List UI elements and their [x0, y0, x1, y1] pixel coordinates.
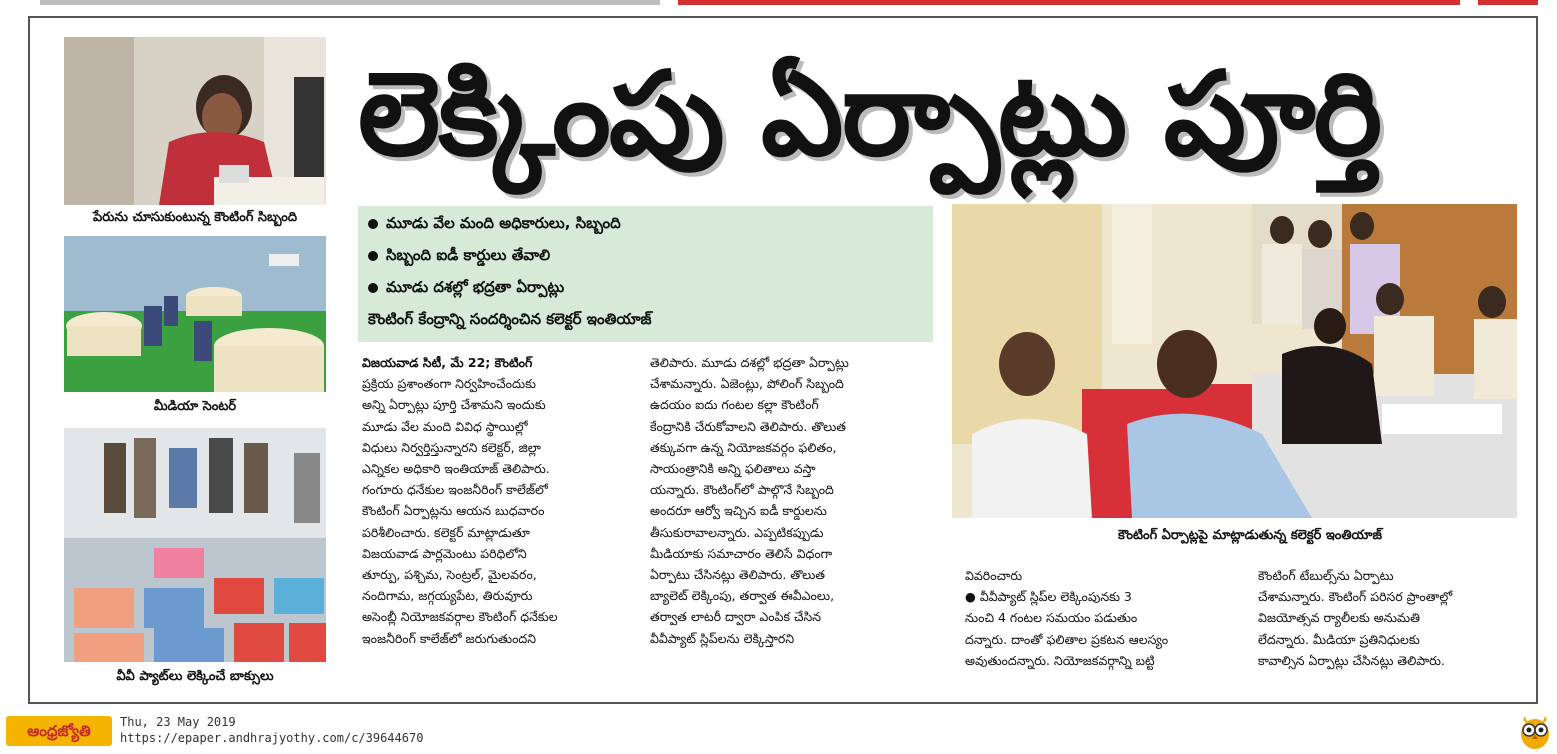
article-line: తర్వాత లాటరీ ద్వారా ఎంపిక చేసిన — [650, 609, 822, 625]
article-column-3 — [965, 565, 1230, 671]
deck-bullet — [368, 278, 564, 300]
article-line: అవుతుందన్నారు. నియోజకవర్గాన్ని బట్టి — [965, 652, 1155, 668]
bullet-icon — [368, 251, 378, 261]
top-grey-bar — [40, 0, 660, 5]
article-line: ఉదయం ఐదు గంటల కల్లా కౌంటింగ్ — [650, 397, 819, 413]
article-line: అందరూ ఆర్వో ఇచ్చిన ఐడీ కార్డులను — [650, 503, 827, 519]
article-line: కేంద్రానికి చేరుకోవాలని తెలిపారు. తొలుత — [650, 418, 846, 434]
article-line: విజయోత్సవ ర్యాలీలకు అనుమతి — [1258, 610, 1420, 626]
caption-photo3: వీవీ ప్యాట్‌లు లెక్కించే బాక్సులు — [116, 669, 274, 684]
article-line: తీసుకురావాలన్నారు. ఎప్పటికప్పుడు — [650, 524, 824, 540]
article-line: చేశామన్నారు. ఏజెంట్లు, పోలింగ్ సిబ్బంది — [650, 376, 844, 392]
article-line: తక్కువగా ఉన్న నియోజకవర్గం ఫలితం, — [650, 439, 837, 455]
article-line: తెలిపారు. మూడు దశల్లో భద్రతా ఏర్పాట్లు — [650, 355, 849, 370]
deck-bullet-text: సిబ్బంది ఐడీ కార్డులు తేవాలి — [386, 246, 551, 264]
article-line: అన్ని ఏర్పాట్లు పూర్తి చేశామని ఇందుకు — [362, 397, 546, 413]
article-line: మూడు వేల మంది వివిధ స్థాయిల్లో — [362, 418, 528, 434]
article-line: సాయంత్రానికి అన్ని ఫలితాలు వస్తా — [650, 461, 816, 477]
article-line: ● వీవీప్యాట్ స్లిప్‌ల లెక్కింపునకు 3 — [965, 589, 1132, 605]
article-line: గంగూరు ధనేకుల ఇంజనీరింగ్ కాలేజ్‌లో — [362, 482, 548, 498]
article-line: దన్నారు. దాంతో ఫలితాల ప్రకటన ఆలస్యం — [965, 631, 1169, 647]
publication-date: Thu, 23 May 2019 — [120, 715, 236, 729]
photo-counting-staff[interactable] — [64, 37, 326, 205]
article-line: కావాల్సిన ఏర్పాట్లు చేసినట్లు తెలిపారు. — [1258, 652, 1445, 668]
caption-photo1: పేరును చూసుకుంటున్న కౌంటింగ్ సిబ్బంది — [92, 210, 298, 225]
deck-subline: కౌంటింగ్ కేంద్రాన్ని సందర్శించిన కలెక్టర్ ఇంతియాజ్ — [368, 310, 652, 328]
article-line: ఏర్పాటు చేసినట్లు తెలిపారు. తొలుత — [650, 567, 826, 583]
article-line: నందిగామ, జగ్గయ్యపేట, తిరువూరు — [362, 588, 533, 604]
article-column-1 — [362, 352, 630, 649]
andhrajyothy-logo[interactable]: ఆంధ్రజ్యోతి — [6, 716, 112, 746]
deck-box — [358, 206, 933, 342]
article-line: పరిశీలించారు. కలెక్టర్ మాట్లాడుతూ — [362, 524, 530, 540]
article-line: అసెంబ్లీ నియోజకవర్గాల కౌంటింగ్ ధనేకుల — [362, 609, 558, 625]
top-red-bar-right — [1478, 0, 1538, 5]
article-line: విజయవాడ సిటీ, మే 22; కౌంటింగ్ — [362, 355, 533, 370]
deck-bullet — [368, 214, 621, 236]
article-line: వీవీప్యాట్ స్లిప్‌లను లెక్కిస్తారని — [650, 630, 795, 646]
photo-collector-meeting[interactable] — [952, 204, 1517, 518]
photo-media-center[interactable] — [64, 236, 326, 392]
caption-photo2: మీడియా సెంటర్ — [153, 399, 237, 414]
article-line: యన్నారు. కౌంటింగ్‌లో పాల్గొనే సిబ్బంది — [650, 482, 834, 498]
article-line: వివరించారు — [965, 568, 1023, 583]
owl-icon[interactable] — [1519, 712, 1551, 750]
article-line: విధులు నిర్వర్తిస్తున్నారని కలెక్టర్, జిల్లా — [362, 439, 541, 455]
article-column-2 — [650, 352, 930, 649]
article-column-4 — [1258, 565, 1503, 671]
article-line: కౌంటింగ్ టేబుల్స్‌ను ఏర్పాటు — [1258, 568, 1394, 583]
article-line: మీడియాకు సమాచారం తెలిసే విధంగా — [650, 545, 833, 561]
bullet-icon — [368, 219, 378, 229]
article-line: ప్రక్రియ ప్రశాంతంగా నిర్వహించేందుకు — [362, 376, 536, 392]
article-line: ఎన్నికల అధికారి ఇంతియాజ్ తెలిపారు. — [362, 461, 550, 477]
headline: లెక్కింపు ఏర్పాట్లు పూర్తి — [358, 47, 1381, 182]
top-page-strip — [0, 0, 1557, 8]
article-line: కౌంటింగ్ ఏర్పాట్లను ఆయన బుధవారం — [362, 503, 545, 519]
article-line: తూర్పు, పశ్చిమ, సెంట్రల్, మైలవరం, — [362, 567, 537, 583]
source-url[interactable]: https://epaper.andhrajyothy.com/c/39644670 — [120, 731, 424, 745]
footer-meta — [120, 714, 423, 746]
article-line: లేదన్నారు. మీడియా ప్రతినిధులకు — [1258, 631, 1420, 647]
article-line: చేశామన్నారు. కౌంటింగ్ పరిసర ప్రాంతాల్లో — [1258, 589, 1453, 605]
caption-photo4: కౌంటింగ్ ఏర్పాట్లపై మాట్లాడుతున్న కలెక్టర్ ఇంతియాజ్ — [1118, 528, 1382, 543]
article-line: నుంచి 4 గంటల సమయం పడుతుం — [965, 610, 1138, 626]
article-line: ఇంజనీరింగ్ కాలేజ్‌లో జరుగుతుందని — [362, 630, 537, 646]
deck-bullet — [368, 246, 550, 268]
deck-bullet-text: మూడు వేల మంది అధికారులు, సిబ్బంది — [386, 214, 621, 232]
top-red-bar — [678, 0, 1460, 5]
article-line: బ్యాలెట్ లెక్కింపు, తర్వాత ఈవీఎంలు, — [650, 588, 835, 604]
article-line: విజయవాడ పార్లమెంటు పరిధిలోని — [362, 545, 527, 561]
deck-bullet-text: మూడు దశల్లో భద్రతా ఏర్పాట్లు — [386, 278, 565, 296]
photo-vvpat-boxes[interactable] — [64, 428, 326, 662]
bullet-icon — [368, 283, 378, 293]
